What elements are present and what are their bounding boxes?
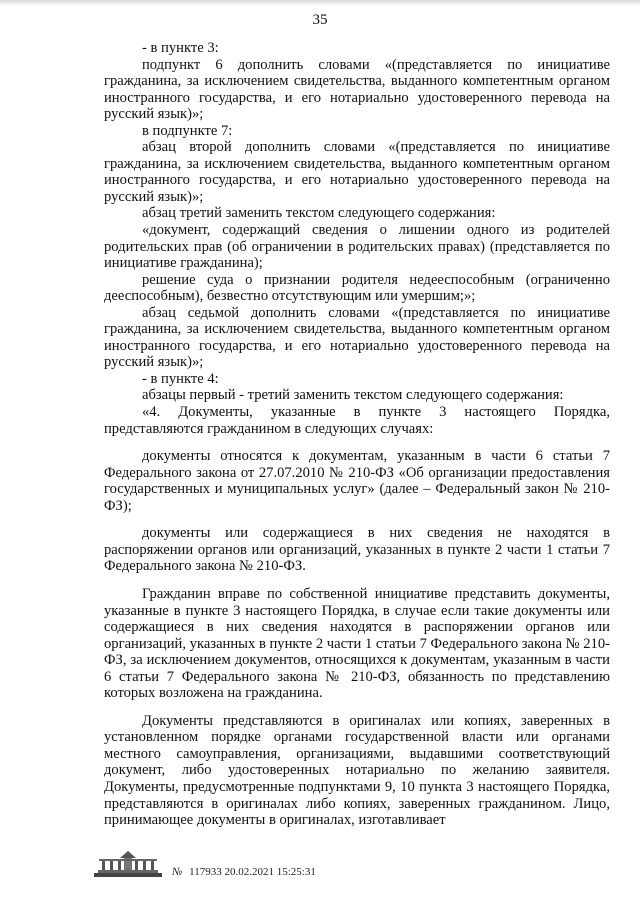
- scan-edge: [0, 0, 640, 6]
- paragraph: «документ, содержащий сведения о лишении одного из родителей родительских прав (об ограничении в родительских правах) (представляется по инициативе гражданина);: [104, 222, 610, 272]
- paragraph: в подпункте 7:: [142, 122, 233, 139]
- document-id: [172, 866, 316, 878]
- paragraph: абзац второй дополнить словами «(представляется по инициативе гражданина, за исключением свидетельства, выданного компетентным органом иностранного государства, и его нотариально удостоверенного перевода на русский язык)»;: [104, 139, 610, 205]
- paragraph: абзац седьмой дополнить словами «(представляется по инициативе гражданина, за исключением свидетельства, выданного компетентным органом иностранного государства, и его нотариально удостоверенного перевода на русский язык)»;: [104, 304, 610, 371]
- paragraph: документы относятся к документам, указанным в части 6 статьи 7 Федерального закона от 27.07.2010 № 210-ФЗ «Об организации предоставления государственных и муниципальных услуг» (далее – Федеральный закон № 210-ФЗ);: [104, 448, 610, 514]
- paragraph: абзац третий заменить текстом следующего содержания:: [142, 205, 496, 222]
- paragraph: Гражданин вправе по собственной инициативе представить документы, указанные в пункте 3 настоящего Порядка, в случае если такие документы или содержащиеся в них сведения находятся в распоряжении органов или организаций, указанных в пункте 2 части 1 статьи 7 Федерального закона № 210-ФЗ, за исключением документов, относящихся к документам, указанным в части 6 статьи 7 Федерального закона № 210-ФЗ, обязанность по представлению которых возложена на гражданина.: [104, 585, 610, 702]
- paragraph: - в пункте 4:: [142, 370, 219, 387]
- paragraph: «4. Документы, указанные в пункте 3 настоящего Порядка, представляются гражданином в следующих случаях:: [104, 404, 610, 437]
- paragraph: решение суда о признании родителя недееспособным (ограниченно дееспособным), безвестно отсутствующим или умершим;»;: [104, 271, 610, 305]
- government-building-logo-icon: [92, 850, 164, 880]
- paragraph: документы или содержащиеся в них сведения не находятся в распоряжении органов или организаций, указанных в пункте 2 части 1 статьи 7 Федерального закона № 210-ФЗ.: [104, 525, 610, 575]
- document-body: [104, 40, 610, 829]
- footer-stamp: [92, 850, 412, 886]
- paragraph: Документы представляются в оригиналах или копиях, заверенных в установленном порядке органами государственной власти или органами местного самоуправления, организациями, выдавшими соответствующий документ, либо удостоверенных нотариально по желанию заявителя. Документы, предусмотренные подпунктами 9, 10 пункта 3 настоящего Порядка, представляются в оригиналах либо копиях, заверенных гражданином. Лицо, принимающее документы в оригиналах, изготавливает: [104, 712, 610, 829]
- number-sign: №: [172, 866, 183, 878]
- page-number: 35: [312, 12, 328, 28]
- paragraph: подпункт 6 дополнить словами «(представляется по инициативе гражданина, за исключением свидетельства, выданного компетентным органом иностранного государства, и его нотариально удостоверенного перевода на русский язык)»;: [104, 56, 610, 123]
- paragraph: - в пункте 3:: [142, 40, 219, 56]
- paragraph: абзацы первый - третий заменить текстом следующего содержания:: [142, 387, 564, 404]
- document-datetime: 20.02.2021 15:25:31: [224, 866, 316, 878]
- document-number: 117933: [189, 866, 222, 878]
